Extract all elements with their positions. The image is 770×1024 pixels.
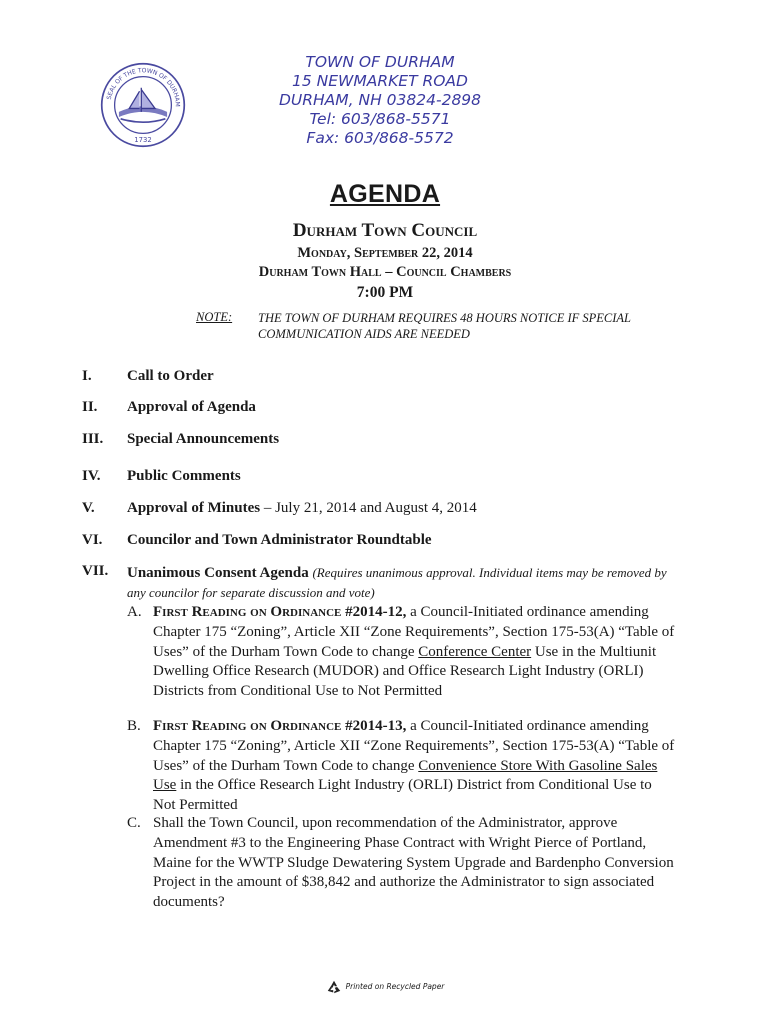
town-tel: Tel: 603/868-5571 xyxy=(309,110,451,128)
item-label: Councilor and Town Administrator Roundtable xyxy=(127,532,432,548)
item-number: VII. xyxy=(82,563,109,579)
town-seal-image xyxy=(100,62,186,148)
item-number: II. xyxy=(82,399,98,415)
council-name: Durham Town Council xyxy=(292,220,478,241)
subitem-text: a Council-Initiated ordinance amending Chapter 175 “Zoning”, Article XII “Zone Requirements”, Section 175-53(A) “Table of Uses” of the Durham Town Code to change xyxy=(153,604,675,660)
meeting-location: Durham Town Hall – Council Chambers xyxy=(258,264,512,280)
agenda-title: AGENDA xyxy=(329,180,441,208)
item-label: Call to Order xyxy=(127,368,214,384)
subitem-underlined: Conference Center xyxy=(418,643,532,660)
svg-text:SEAL OF THE TOWN OF DURHAM: SEAL OF THE TOWN OF DURHAM xyxy=(105,67,181,107)
item-number: IV. xyxy=(82,468,101,484)
item-label: Special Announcements xyxy=(127,431,280,447)
item-number: VI. xyxy=(82,532,103,548)
town-address: 15 NEWMARKET ROAD xyxy=(292,72,468,90)
subitem-text-after: Use in the Multiunit Dwelling Office Research (MUDOR) and Office Research Light Industry (ORLI) Districts from Conditional Use to Not Permitted xyxy=(153,643,657,700)
subitem-heading: First Reading on Ordinance #2014-13, xyxy=(153,718,407,734)
item-label: Approval of Minutes xyxy=(127,500,261,516)
meeting-date: Monday, September 22, 2014 xyxy=(297,245,473,261)
item-label: Approval of Agenda xyxy=(127,399,256,415)
note-text: THE TOWN OF DURHAM REQUIRES 48 HOURS NOTICE IF SPECIAL COMMUNICATION AIDS ARE NEEDED xyxy=(258,311,631,341)
item-number: V. xyxy=(82,500,95,516)
consent-label: Unanimous Consent Agenda xyxy=(127,565,309,581)
meeting-time: 7:00 PM xyxy=(356,284,414,301)
subitem-letter: B. xyxy=(127,718,141,734)
consent-note: (Requires unanimous approval. Individual items may be removed by any councilor for separate discussion and vote) xyxy=(127,565,667,600)
item-label: Public Comments xyxy=(127,468,241,484)
svg-text:1732: 1732 xyxy=(134,135,152,144)
item-number: III. xyxy=(82,431,104,447)
subitem-letter: A. xyxy=(127,604,142,620)
footer xyxy=(0,980,770,994)
subitem-text: a Council-Initiated ordinance amending Chapter 175 “Zoning”, Article XII “Zone Requirements”, Section 175-53(A) “Table of Uses” of the Durham Town Code to change xyxy=(153,718,675,774)
town-city: DURHAM, NH 03824-2898 xyxy=(278,91,482,109)
subitem-underlined: Convenience Store With Gasoline Sales Use xyxy=(153,757,658,794)
item-detail: – July 21, 2014 and August 4, 2014 xyxy=(260,500,477,516)
town-fax: Fax: 603/868-5572 xyxy=(306,129,454,147)
item-number: I. xyxy=(82,368,92,384)
subitem-heading: First Reading on Ordinance #2014-12, xyxy=(153,604,407,620)
subitem-text-after: in the Office Research Light Industry (ORLI) District from Conditional Use to Not Permitted xyxy=(153,777,652,814)
subitem-text: Shall the Town Council, upon recommendation of the Administrator, approve Amendment #3 to the Engineering Phase Contract with Wright Pierce of Portland, Maine for the WWTP Sludge Dewatering System Upgrade and Bardenpho Conversion Project in the amount of $38,842 and authorize the Administrator to sign associated documents? xyxy=(153,815,674,911)
subitem-letter: C. xyxy=(127,815,141,831)
footer-text: Printed on Recycled Paper xyxy=(345,982,445,991)
note-label: NOTE: xyxy=(196,310,233,324)
town-name: TOWN OF DURHAM xyxy=(305,53,455,71)
recycle-icon xyxy=(326,980,342,994)
letterhead xyxy=(250,53,510,148)
